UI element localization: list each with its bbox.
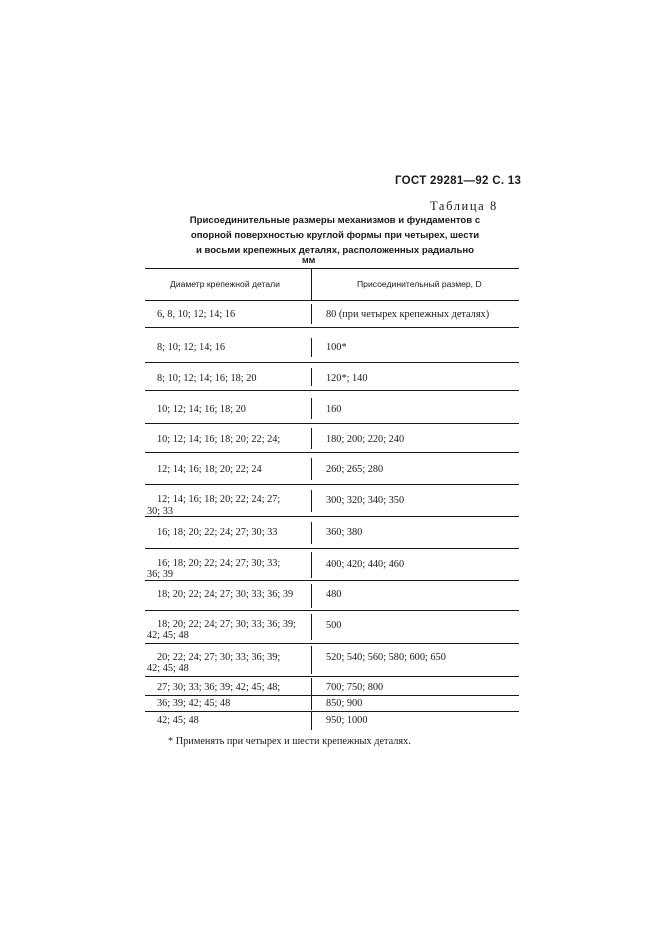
caption-line: Присоединительные размеры механизмов и фундаментов с [189,215,481,226]
diameter-cell: 12; 14; 16; 18; 20; 22; 24 [157,464,262,475]
column-header-diameter: Диаметр крепежной детали [170,279,280,289]
diameter-cell: 6, 8, 10; 12; 14; 16 [157,309,236,320]
row-rule [145,711,519,712]
size-cell: 400; 420; 440; 460 [326,559,405,570]
table-caption [180,213,490,258]
size-cell: 850; 900 [326,698,363,709]
size-cell: 180; 200; 220; 240 [326,434,405,445]
header-column-divider [311,268,312,301]
column-divider [311,428,312,449]
caption-line: опорной поверхностью круглой формы при четырех, шести [190,230,480,241]
row-rule [145,452,519,453]
diameter-cell: 36; 39; 42; 45; 48 [157,698,231,709]
column-divider [311,712,312,730]
diameter-cell: 8; 10; 12; 14; 16; 18; 20 [157,373,257,384]
column-divider [311,522,312,544]
diameter-cell: 20; 22; 24; 27; 30; 33; 36; 39; [157,652,281,663]
column-divider [311,368,312,386]
diameter-cell: 16; 18; 20; 22; 24; 27; 30; 33 [157,527,278,538]
footnote: * Применять при четырех и шести крепежных деталях. [168,736,411,747]
size-cell: 100* [326,342,347,353]
row-rule [145,695,519,696]
column-divider [311,552,312,578]
caption-line: и восьми крепежных деталях, расположенных радиально [195,245,475,256]
size-cell: 80 (при четырех крепежных деталях) [326,309,490,320]
row-rule [145,362,519,363]
size-cell: 260; 265; 280 [326,464,384,475]
size-cell: 360; 380 [326,527,363,538]
column-divider [311,584,312,608]
size-cell: 160 [326,404,342,415]
row-rule [145,423,519,424]
diameter-cell-continuation: 36; 39 [147,569,174,580]
table-label: Таблица 8 [430,199,498,213]
diameter-cell: 42; 45; 48 [157,715,199,726]
diameter-cell: 18; 20; 22; 24; 27; 30; 33; 36; 39; [157,619,297,630]
row-rule [145,327,519,328]
size-cell: 480 [326,589,342,600]
page-header: ГОСТ 29281—92 С. 13 [395,175,522,187]
diameter-cell: 27; 30; 33; 36; 39; 42; 45; 48; [157,682,281,693]
diameter-cell: 12; 14; 16; 18; 20; 22; 24; 27; [157,494,281,505]
size-cell: 120*; 140 [326,373,368,384]
row-rule [145,484,519,485]
row-rule [145,610,519,611]
diameter-cell-continuation: 42; 45; 48 [147,630,189,641]
column-divider [311,646,312,674]
table-top-rule [145,268,519,269]
diameter-cell: 18; 20; 22; 24; 27; 30; 33; 36; 39 [157,589,294,600]
row-rule [145,516,519,517]
row-rule [145,580,519,581]
column-divider [311,338,312,357]
diameter-cell-continuation: 30; 33 [147,506,174,517]
size-cell: 700; 750; 800 [326,682,384,693]
column-header-size: Присоединительный размер, D [357,279,482,289]
column-divider [311,458,312,480]
column-divider [311,678,312,710]
units-label: мм [302,255,316,265]
row-rule [145,676,519,677]
size-cell: 520; 540; 560; 580; 600; 650 [326,652,446,663]
diameter-cell-continuation: 42; 45; 48 [147,663,189,674]
diameter-cell: 16; 18; 20; 22; 24; 27; 30; 33; [157,558,281,569]
size-cell: 300; 320; 340; 350 [326,495,405,506]
column-divider [311,398,312,419]
diameter-cell: 8; 10; 12; 14; 16 [157,342,226,353]
row-rule [145,548,519,549]
size-cell: 950; 1000 [326,715,368,726]
row-rule [145,390,519,391]
column-divider [311,614,312,640]
size-cell: 500 [326,620,342,631]
row-rule [145,643,519,644]
diameter-cell: 10; 12; 14; 16; 18; 20 [157,404,246,415]
column-divider [311,490,312,512]
header-bottom-rule [145,300,519,301]
column-divider [311,304,312,324]
diameter-cell: 10; 12; 14; 16; 18; 20; 22; 24; [157,434,281,445]
